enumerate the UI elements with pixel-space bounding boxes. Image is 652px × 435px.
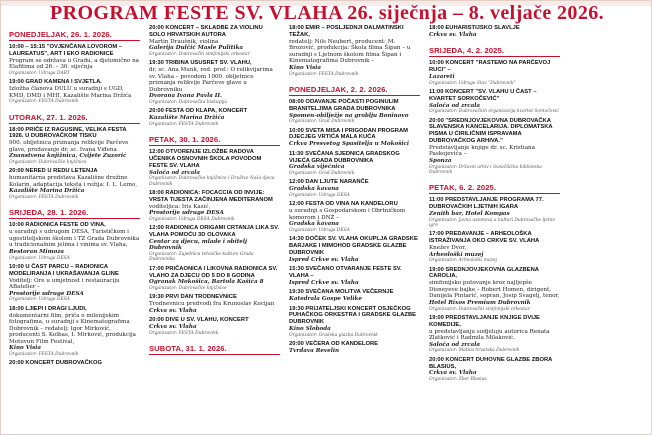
program-event — [429, 231, 560, 263]
event-organizer: Organizator: Javna ustanova u kulturi Dubrovačke ljetne igre — [429, 217, 556, 228]
program-event — [9, 222, 140, 261]
event-title: 10:00 RADIONICA FESTE OD VINA, — [9, 222, 106, 229]
event-venue: Galerija Dulčić Masle Pulitika — [149, 45, 244, 52]
event-venue: Znanstvena knjižnica, Cvijete Zuzorić — [9, 153, 127, 160]
event-title: 15:30 SVEČANO OTVARANJE FESTE SV. VLAHA – — [289, 266, 402, 279]
event-organizer: Organizator: Matica hrvatska Dubrovnik — [429, 348, 520, 354]
event-venue: Ispred Crkve sv. Vlaha — [289, 256, 359, 263]
event-venue: Saloča od zrcala — [429, 102, 480, 109]
event-title: 10:00 KONCERT "RASTEMO NA PARČEVOJ RUCI" – — [429, 60, 551, 74]
event-title: 18:00 PRIČE IZ RAGUSINE, VELIKA FESTA 1926. U DUBROVAČKOM TISKU — [9, 126, 127, 140]
event-title: 17:00 PRIČAONICA I LIKOVNA RADIONICA SV. VLAHO ZA DJECU OD 5 DO 8 GODINA — [149, 265, 278, 279]
day-heading: PETAK, 30. 1. 2026. — [149, 130, 280, 146]
event-description: u suradnji s udrugom DESA, Turističkom i ugostiteljskom školom i TZ Grada Dubrovnika u tradicionalnim jelima i vinima sv. Vlaha, — [9, 229, 140, 249]
event-organizer: Organizator: Grad Dubrovnik — [289, 119, 355, 125]
event-title: 11:00 KONCERT "SV. VLAHU U ČAST – KVARTET SORKOČEVIĆ" — [429, 88, 537, 102]
program-event — [289, 99, 420, 125]
event-organizer: Organizator: Udruga DART — [9, 70, 70, 76]
program-event — [429, 315, 560, 354]
event-title: 14:30 DOČEK SV. VLAHA OKUPLJA GRADSKE BARJAKE I MIMOHOD GRADSKE GLAZBE DUBROVNIK — [289, 236, 418, 256]
event-title: 20:00 KONCERT – SKLADBE ZA VIOLINU SOLO HRVATSKIH AUTORA — [149, 25, 263, 38]
event-organizer: Organizator: Arheološki muzej — [429, 258, 498, 264]
program-event — [289, 306, 420, 338]
event-venue: Crkva sv. Vlaha — [429, 370, 477, 377]
event-organizer: Organizator: Udruga DESA — [9, 255, 70, 261]
event-venue: Crkva Presvetog Spasitelja u Mokošici — [289, 141, 410, 148]
event-title: 19:00 PREDSTAVLJANJE KNJIGE DVIJE KOMEDIJE, — [429, 314, 540, 328]
program-event — [149, 266, 280, 292]
event-organizer: Organizator: Grad Dubrovnik — [289, 170, 355, 176]
event-venue: Gradska kavana — [289, 186, 339, 193]
day-heading: SRIJEDA, 4. 2. 2025. — [429, 41, 560, 57]
program-column — [149, 25, 280, 434]
program-column — [429, 25, 560, 434]
event-venue: Kazalište Marina Držića — [9, 188, 85, 195]
program-event — [149, 225, 280, 263]
event-venue: Ogranak Mokošica, Bartola Kašića 8 — [149, 279, 264, 286]
event-organizer: Organizator: Zbor Blasius — [429, 376, 487, 382]
event-venue: Crkva sv. Vlaha — [149, 324, 197, 331]
program-event — [429, 118, 560, 176]
event-title: 19:30 SVEČANA MOLITVA VEČERNJE — [289, 289, 394, 296]
event-title: 20:00 NERED U REDU LETENJA — [9, 168, 98, 175]
day-heading: PETAK, 6. 2. 2025. — [429, 178, 560, 194]
program-column — [289, 25, 420, 434]
event-organizer: Organizator: Gradska glazba Dubrovnik — [289, 332, 378, 338]
program-event — [429, 60, 560, 86]
event-venue: Kino Sloboda — [289, 326, 331, 333]
program-event — [429, 357, 560, 383]
event-venue: Kazalište Marina Držića — [149, 115, 225, 122]
event-venue: Saloča od zrcala — [429, 341, 480, 348]
event-organizer: Organizator: Državni arhiv i Sveučilišna biblioteka Dubrovnik — [429, 164, 542, 175]
program-event — [289, 151, 420, 177]
event-description: redatelj: Nils Neubert, producent: M. Brozović, produkcija: Škola filma Šipan – u suradnji s Ljetnom školom filma Šipan i Kinematografima Dubrovnik – — [289, 38, 411, 65]
event-venue: Zenith bar, Hotel Kompas — [429, 210, 510, 217]
day-heading: PONEDJELJAK, 26. 1. 2026. — [9, 25, 140, 41]
event-title: 18:00 RADIONICA: FOCACCIA OD INVIJE: VRSTA TIJESTA ZAČINJENA MEDITERANOM — [149, 189, 273, 203]
event-organizer: Organizator: FESTA Dubrovnik — [149, 330, 219, 336]
event-title: 18:00 LJIEPI I DRAGI LJUDI, — [9, 305, 87, 312]
event-title: 20:00 KONCERT DUBROVAČKOG — [9, 360, 102, 367]
program-title: PROGRAM FESTE SV. VLAHA 26. siječnja – 8. veljače 2026. — [49, 1, 605, 24]
event-description: 900. obljetnica priznanja relikvije Parčeve glave, predavanje dr. sc. Ivana Viđena — [9, 140, 129, 153]
program-event — [289, 236, 420, 263]
event-title: 18:00 EUHARISTIJSKO SLAVLJE — [429, 25, 520, 31]
event-title: 12:00 DAN LJUTE NARANČE — [289, 179, 369, 186]
program-event — [429, 25, 560, 38]
event-organizer: Organizator: Dubrovačke knjižnice — [9, 159, 87, 165]
program-event — [9, 79, 140, 104]
program-event — [149, 317, 280, 336]
event-venue: Katedrala Gospe Velike — [289, 296, 362, 303]
event-description: Martin Draušnik, violina — [149, 38, 219, 45]
event-title: 19:00 GRAD KAMENA I SVJETLA. — [9, 79, 102, 86]
program-event — [149, 149, 280, 187]
program-event — [289, 201, 420, 233]
event-organizer: Organizator: FESTA Dubrovnik — [9, 194, 79, 200]
program-event — [289, 128, 420, 148]
event-title: 20:00 VEČERA OD KANDELORE — [289, 341, 379, 348]
program-event — [289, 179, 420, 198]
event-title: 20:00 "SREDNJOVJEKOVNA DUBROVAČKA SLAVENSKA KANCELARIJA. DIPLOMATSKA PISMA U ĆIRILIČNIM ISPRAVAMA DUBROVAČKOG ARHIVA." — [429, 117, 553, 144]
program-event — [9, 44, 140, 76]
program-event — [9, 306, 140, 358]
event-venue: Kino Visia — [9, 345, 41, 352]
program-event — [149, 25, 280, 57]
event-organizer: Organizator: Udruge Stav "Dubrovnik" — [429, 80, 516, 86]
event-title: 20:00 DIVE U SV. VLAHU, KONCERT — [149, 317, 249, 324]
event-title: 12:00 OTVORENJE IZLOŽBE RADOVA UČENIKA OSNOVNIH ŠKOLA POVODOM FESTE SV. VLAHA — [149, 149, 262, 169]
program-event — [149, 190, 280, 222]
event-venue: Centar za djecu, mlade i obitelj Dubrovnik — [149, 238, 248, 252]
event-description: dokumentarni film, priča o milenijskim fotografima, u suradnji s Kinematografima Dubrovnik – redatelj: Igor Mirković, producenti S. Kolbas, I. Mirković, produkcija Motovun Film Festival, — [9, 312, 136, 345]
event-venue: Lazareti — [429, 73, 455, 80]
event-organizer: Organizator: FESTA Dubrovnik — [149, 121, 219, 127]
event-venue: Hotel Rixos Premium Dubrovnik — [429, 299, 531, 306]
event-venue: Sponza — [429, 157, 452, 164]
event-venue: Spomen-obilježje na groblju Boninovo — [289, 112, 409, 119]
event-organizer: Organizator: Udruga DESA — [289, 192, 350, 198]
event-title: 08:00 ODAVANJE POČASTI POGINULIM BRANITELJIMA GRADA DUBROVNIKA — [289, 98, 399, 112]
program-column — [9, 25, 140, 434]
day-heading: UTORAK, 27. 1. 2026. — [9, 108, 140, 124]
event-title: 19:30 TRIBINA USUSRET SV. VLAHU, — [149, 60, 252, 67]
event-title: 20:00 FESTA OD KLAPA, KONCERT — [149, 108, 248, 115]
event-organizer: Organizator: Dubrovačke knjižnice — [149, 285, 227, 291]
event-organizer: Organizator: Udruga DESA Dubrovnik — [149, 216, 235, 222]
event-title: 11:30 SVEČANA SJEDNICA GRADSKOG VIJEĆA GRADA DUBROVNIKA — [289, 150, 400, 164]
event-organizer: Organizator: Dubrovačka biskupija — [149, 99, 227, 105]
event-venue: Dvorana Ivana Pavla II. — [149, 93, 222, 100]
program-columns — [9, 25, 643, 434]
program-event — [9, 127, 140, 166]
event-title: 17:00 PREDAVANJE – ARHEOLOŠKA ISTRAŽIVANJA OKO CRKVE SV. VLAHA — [429, 231, 540, 245]
event-title: 19:00 SREDNJOVJEKOVNA GLAZBENA CAROLIA, — [429, 266, 539, 280]
event-description: u suradnji s Gospodarskom i Obrtničkom komorom i DNŽ – — [289, 207, 406, 221]
day-heading: SRIJEDA, 28. 1. 2026. — [9, 203, 140, 219]
event-description: Knežev Dvor, — [429, 244, 467, 251]
event-venue: Tvrđava Revelin — [289, 347, 340, 354]
program-event — [9, 264, 140, 303]
event-description: Program se održava u Gradu, a djelomično na Elafitima od 26. – 30. siječnja — [9, 57, 140, 71]
event-organizer: Organizator: Zajednica tehničke kulture Grada Dubrovnika — [149, 251, 254, 263]
event-title: 10:00 SVETA MISA I PRIGODAN PROGRAM DJECJEG VRTIĆA MALA KUĆA — [289, 127, 408, 141]
program-event — [289, 266, 420, 286]
event-title: 12:00 FESTA OD VINA NA KANDELORU — [289, 201, 398, 208]
program-event — [429, 197, 560, 228]
event-title: 12:00 RADIONICA ORIGAMI CRTANJA LIKA SV. VLAHA POMOĆU 3D OLOVAKA — [149, 225, 280, 238]
event-description: humanitarna predstava Kazališne družine Kolarin, adaptacija teksta i režija: I. L. Lemo, — [9, 175, 138, 188]
day-heading: PONEDJELJAK, 2. 2. 2026. — [289, 80, 420, 96]
event-venue: Gradska vijećnica — [289, 164, 345, 171]
event-description: voditeljica: Iris Kasić, — [149, 203, 211, 210]
event-venue: Crkva sv. Vlaha — [429, 31, 477, 38]
event-title: 11:00 PREDSTAVLJANJE PROGRAMA 77. DUBROVAČKIH LJETNIH IGARA — [429, 197, 544, 211]
program-event — [149, 294, 280, 314]
event-description: dr. sc. Ana Munk, red. prof.: O relikvijarima sv. Vlaha – povodom 1000. obljetnice priznanja relikvije Parčeve glave u Dubrovniku — [149, 66, 273, 93]
event-description: u predstavljanju sudjeluju autorica Renata Zlatković i Radmila Milaković. — [429, 328, 550, 342]
event-venue: Kino Visia — [289, 64, 321, 71]
event-venue: Crkva sv. Vlaha — [149, 307, 197, 314]
program-event — [9, 168, 140, 200]
event-title: 19:30 PRIJATELJSKI KONCERT OSJEČKOG PUHAČKOG ORKESTRA I GRADSKE GLAZBE DUBROVNIK — [289, 305, 416, 326]
event-description: Izložba članova DULU u suradnji s UGD, KMD, DMD i MHI, Kazalište Marina Držića — [9, 85, 132, 99]
event-organizer: Organizator: Dubrovački simfonijski orkestar — [429, 306, 530, 312]
event-description: Voditelj: Ore u umjetnost i restauraciju ABatelier – — [9, 277, 120, 291]
program-event — [429, 89, 560, 115]
event-title: 19:30 PRVI DAN TRODNEVNICE — [149, 294, 237, 301]
event-organizer: Organizator: Dubrovačke knjižnice i Društvo Naša djeca Dubrovnik — [149, 176, 275, 187]
program-event — [149, 60, 280, 105]
event-venue: Prostorije udruge DESA — [149, 210, 224, 217]
program-event — [289, 341, 420, 354]
event-organizer: Organizator: Udruga DESA — [289, 227, 350, 233]
event-venue: Ispred Crkve sv. Vlaha — [289, 279, 359, 286]
program-event — [289, 25, 420, 77]
page-header — [1, 1, 652, 25]
program-event — [149, 108, 280, 127]
event-title: 20:00 KONCERT DUHOVNE GLAZBE ZBORA BLASIUS, — [429, 356, 553, 370]
event-organizer: Organizator: Dubrovački simfonijski orkestar — [149, 51, 250, 57]
event-title: 18:00 EMIR – POSLJEDNJI DALMATINSKI TEŽAK, — [289, 25, 404, 38]
event-description: simfonijsko putovanje kroz najljepše Disneyeve bajke – Robert Homen, dirigent, Danijela Pintarić, sopran, Josip Svagelj, tenor, — [429, 280, 560, 300]
event-organizer: Organizator: FESTA Dubrovnik — [289, 71, 359, 77]
day-heading: SUBOTA, 31. 1. 2026. — [149, 339, 280, 355]
event-venue: Arheološki muzej — [429, 251, 484, 258]
event-description: Trodnevnicu predvodi fra Krunoslav Kocijan — [149, 301, 275, 308]
event-organizer: Organizator: Udruga DESA — [9, 297, 70, 303]
event-organizer: Organizator: Dubrovačkih organizacija kvartet Sorkočević — [429, 109, 559, 115]
event-title: 10:00 – 15:15 "OVJENČANA LOVOROM – LAUREATUS", ART I EKO RADIONICE — [9, 44, 123, 57]
event-description: Predstavljanje knjige dr. sc. Kristiana Paskojevića – — [429, 144, 535, 158]
event-organizer: Organizator: FESTA Dubrovnik — [9, 99, 79, 105]
event-organizer: Organizator: FESTA Dubrovnik — [9, 352, 79, 358]
event-venue: Restoran Mimoza — [9, 248, 65, 255]
program-event — [9, 360, 140, 367]
event-venue: Prostorije udruge DESA — [9, 290, 84, 297]
event-title: 10:00 U ČAST PARCU – RADIONICA MODELIRANJA I UKRAŠAVANJA GLINE — [9, 263, 119, 277]
event-venue: Saloča od zrcala — [149, 169, 200, 176]
program-event — [429, 267, 560, 312]
event-venue: Gradska kavana — [289, 221, 339, 228]
program-event — [289, 289, 420, 302]
